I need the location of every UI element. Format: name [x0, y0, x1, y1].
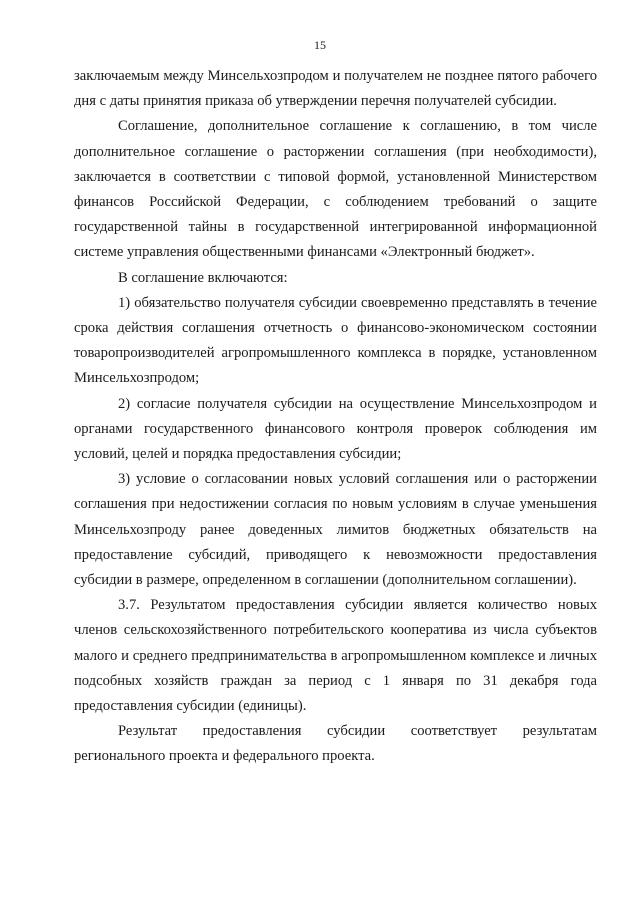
page-number: 15	[314, 38, 326, 52]
paragraph-continuation: заключаемым между Минсельхозпродом и получателем не позднее пятого рабочего дня с даты принятия приказа об утверждении перечня получателей субсидии.	[74, 68, 597, 110]
paragraph-3-7-result: 3.7. Результатом предоставления субсидии является количество новых членов сельскохозяйственного потребительского кооператива из числа субъектов малого и среднего предпринимательства в агропромышленном комплексе и личных подсобных хозяйств граждан за период с 1 января по 31 декабря года предоставления субсидии (единицы).	[74, 597, 597, 715]
list-item-3: 3) условие о согласовании новых условий соглашения или о расторжении соглашения при недостижении согласия по новым условиям в случае уменьшения Минсельхозпроду ранее доведенных лимитов бюджетных обязательств на предоставление субсидий, приводящего к невозможности предоставления субсидии в размере, определенном в соглашении (дополнительном соглашении).	[74, 471, 597, 589]
paragraph-agreement-includes: В соглашение включаются:	[118, 269, 288, 286]
paragraph-result-conformity: Результат предоставления субсидии соответствует результатам регионального проекта и федерального проекта.	[74, 723, 597, 765]
document-body	[74, 64, 597, 770]
list-item-2: 2) согласие получателя субсидии на осуществление Минсельхозпродом и органами государственного финансового контроля проверок соблюдения им условий, целей и порядка предоставления субсидии;	[74, 395, 597, 463]
paragraph-agreement-form: Соглашение, дополнительное соглашение к соглашению, в том числе дополнительное соглашение о расторжении соглашения (при необходимости), заключается в соответствии с типовой формой, установленной Министерством финансов Российской Федерации, с соблюдением требований о защите государственной тайны в государственной интегрированной информационной системе управления общественными финансами «Электронный бюджет».	[74, 118, 597, 261]
list-item-1: 1) обязательство получателя субсидии своевременно представлять в течение срока действия соглашения отчетность о финансово-экономическом состоянии товаропроизводителей агропромышленного комплекса в порядке, установленном Минсельхозпродом;	[74, 294, 597, 387]
